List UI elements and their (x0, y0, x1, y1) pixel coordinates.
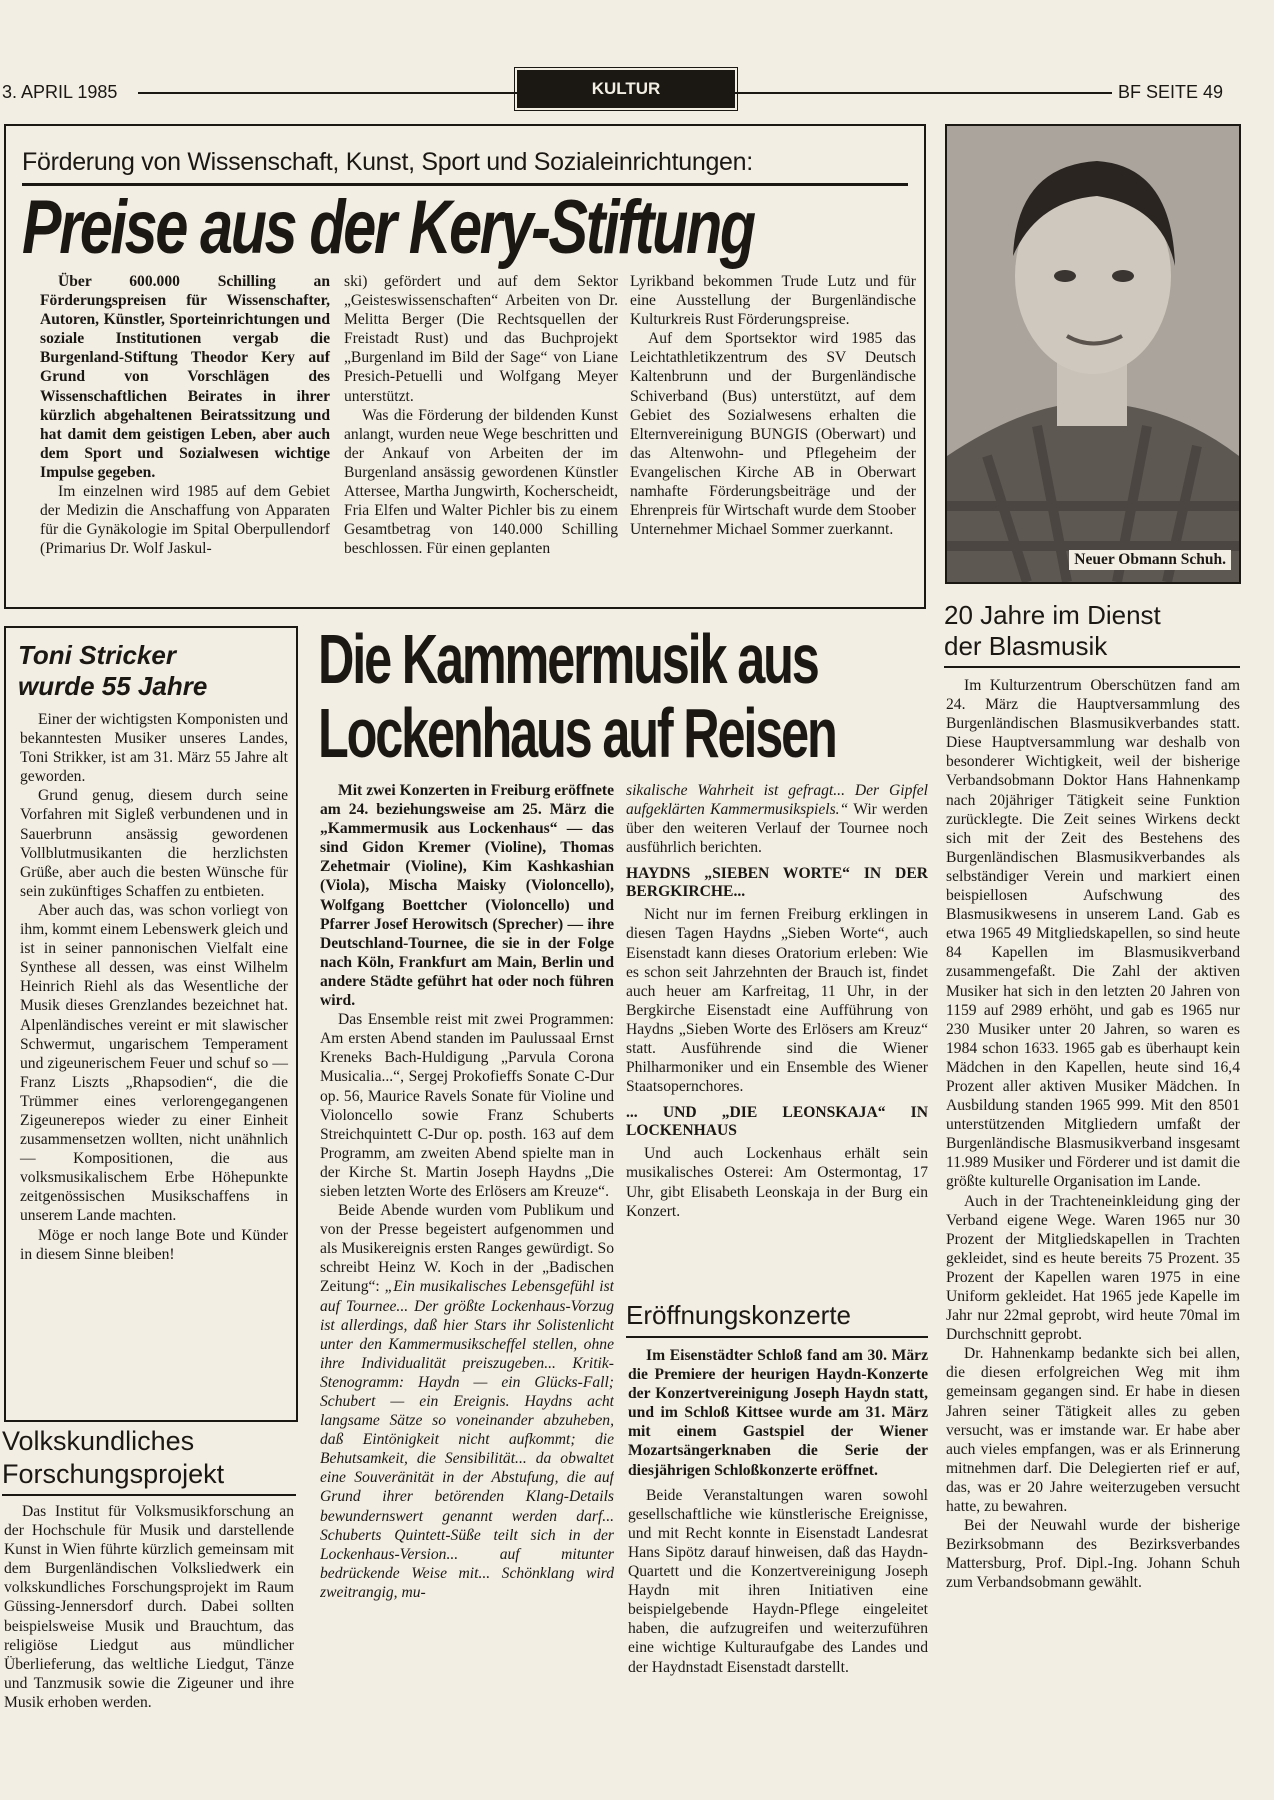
stricker-paragraph: Grund genug, diesem durch seine Vorfahren mit Sigleß verbundenen und in Sauerbrunn ansässig gewordenen Vollblutmusikanten die herzlichsten Grüße, aber auch die besten Wünsche für sein zukünftiges Schaffen zu entbieten. (20, 787, 288, 900)
stricker-paragraph: Aber auch das, was schon vorliegt von ihm, kommt einem Lebenswerk gleich und ist in seiner pannonischen Vielfalt eine Synthese all dessen, was einst Wilhelm Heinrich Riehl als das Wesentliche der Musik dieses Grenzlandes bezeichnet hat. Alpenländisches vereint er mit slawischer Schwermut, ungarischem Temperament und zigeunerischem Feuer und schuf so — Franz Liszts „Rhapsodien“, die die Trümmer eines verlorengegangenen Zigeunerepos wieder zu einer Einheit zusammensetzen wollten, nicht unähnlich — Kompositionen, die aus volksmusikalischem Erbe Höhepunkte zeitgenössischen Musikschaffens in unserem Lande machten. (20, 901, 288, 1225)
kery-col-2 (344, 272, 618, 558)
kery-paragraph: ski) gefördert und auf dem Sektor „Geisteswissenschaften“ Arbeiten von Dr. Melitta Berger (Die Rechtsquellen der Freistadt Rust) und das Buchprojekt „Burgenland im Bild der Sage“ von Liane Presich-Petuelli und Wolfgang Meyer unterstützt. (344, 273, 618, 405)
kammer-col-a (320, 781, 614, 1757)
stricker-headline (18, 640, 207, 702)
kery-paragraph: Was die Förderung der bildenden Kunst anlangt, wurden neue Wege beschritten und der Ankauf von Arbeiten der im Burgenland ansässig gewordenen Künstler Attersee, Martha Jungwirth, Kocherscheidt, Fria Elfen und Walter Pichler bis zu einem Gesamtbetrag von 140.000 Schilling beschlossen. Für einen geplanten (344, 406, 618, 558)
kery-col-1 (40, 272, 330, 558)
stricker-title-line1: Toni Stricker (18, 640, 176, 670)
blasmusik-rule (944, 666, 1240, 668)
volk-title-line1: Volkskundliches (2, 1426, 195, 1456)
portrait-image-icon (947, 126, 1239, 582)
volk-title-line2: Forschungsprojekt (2, 1459, 225, 1489)
stricker-body (20, 710, 288, 1264)
blasmusik-body (946, 676, 1240, 1758)
stricker-paragraph: Möge er noch lange Bote und Künder in diesem Sinne bleiben! (20, 1226, 288, 1263)
volk-body (4, 1502, 294, 1712)
blasmusik-paragraph: Bei der Neuwahl wurde der bisherige Bezirksobmann des Bezirksverbandes Mattersburg, Prof. Dipl.-Ing. Johann Schuh zum Verbandsobmann gewählt. (946, 1517, 1240, 1592)
eroeff-lead: Im Eisenstädter Schloß fand am 30. März die Premiere der heurigen Haydn-Konzerte der Konzertvereinigung Joseph Haydn statt, und im Schloß Kittsee wurde am 31. März mit einem Gastspiel der Wiener Mozartsängerknaben die Serie der diesjährigen Schloßkonzerte eröffnet. (628, 1347, 928, 1479)
issue-date: 3. APRIL 1985 (2, 82, 118, 102)
kammer-quote-end: sikalische Wahrheit ist gefragt... Der Gipfel aufgeklärten Kammermusikspiels.“ (626, 782, 928, 819)
stricker-title-line2: wurde 55 Jahre (18, 671, 208, 701)
blasmusik-paragraph: Auch in der Trachteneinkleidung ging der Verband eigene Wege. Waren 1965 nur 30 Prozent der Mitgliedskapellen in Trachten gekleidet, sind es heute bereits 75 Prozent. 35 Prozent der Kapellen waren 1975 in eine Uniform gekleidet. Hat 1965 jede Kapelle im Jahr nur 22mal geprobt, wird heute 70mal im Durchschnitt geprobt. (946, 1192, 1240, 1344)
kammer-paragraph (320, 1201, 614, 1602)
kammer-text: Wir werden über den weiteren Verlauf der Tournee noch ausführlich berichten. (626, 801, 928, 857)
kammer-subhead-haydn: HAYDNS „SIEBEN WORTE“ IN DER BERGKIRCHE... (626, 865, 928, 901)
kery-paragraph: Im einzelnen wird 1985 auf dem Gebiet der Medizin die Anschaffung von Apparaten für die Gynäkologie im Spital Oberpullendorf (Primarius Dr. Wolf Jaskul- (40, 483, 330, 558)
header-rule-right (734, 92, 1112, 94)
kammer-paragraph: Das Ensemble reist mit zwei Programmen: Am ersten Abend standen im Paulussaal Ernst Kreneks Bach-Huldigung „Parvula Corona Musicalia...“, Sergej Prokofieffs Sonate C-Dur op. 56, Maurice Ravels Sonate für Violine und Violoncello sowie Franz Schuberts Streichquintett C-Dur op. posth. 163 auf dem Programm, am zweiten Abend spielte man in der Kirche St. Martin Joseph Haydns „Die sieben letzten Worte des Erlösers am Kreuze“. (320, 1011, 614, 1200)
eroeff-body (628, 1346, 928, 1758)
kery-headline: Preise aus der Kery-Stiftung (22, 185, 754, 270)
kammer-quote: „Ein musikalisches Lebensgefühl ist auf Tournee... Der größte Lockenhaus-Vorzug ist allerdings, daß hier Stars ihr Solistenlicht unter den Kammermusikscheffel stellen, ohne ihre Individualität preiszugeben... Kritik-Stenogramm: Haydn — ein Glücks-Fall; Schubert — ein Ereignis. Haydns acht langsame Sätze so voneinander abzuheben, daß Eintönigkeit nicht aufkommt; die Behutsamkeit, die Sensibilität... da obwaltet eine Souveränität in der Abstufung, die auf Grund ihrer betörenden Klang-Details bewundernswert genannt werden darf... Schuberts Quintett-Süße teilt sich in der Lockenhaus-Version... auf mitunter bedrückende Weise mit... Schönklang wird zweitrangig, mu- (320, 1278, 614, 1601)
kammer-headline (318, 622, 836, 770)
blasmusik-paragraph: Im Kulturzentrum Oberschützen fand am 24. März die Hauptversammlung des Burgenländischen Blasmusikverbandes statt. Diese Hauptversammlung war deshalb von besonderer Wichtigkeit, weil der bisherige Verbandsobmann Doktor Hans Hahnenkamp nach 20jähriger Tätigkeit seine Funktion zurücklegte. Die Zeit seines Wirkens deckt sich mit der Zeit des Bestehens des Burgenländischen Blasmusikverbandes als selbständiger Verein und markiert einen beispiellosen Aufschwung des Blasmusikwesens in unserem Land. Gab es etwa 1965 49 Mitgliedskapellen, so sind heute 84 Kapellen im Blasmusikverband zusammengefaßt. Die Zahl der aktiven Musiker hat sich in den letzten 20 Jahren von 1159 auf 2989 erhöht, und gab es 1965 nur 230 Musiker unter 20 Jahren, so waren es 1984 schon 1633. 1965 gab es überhaupt kein Mädchen in den Kapellen, heute sind 16,4 Prozent aller aktiven Musiker Mädchen. In Ausbildung standen 1965 999. Mit den 8501 unterstützenden Mitgliedern umfaßt der Burgenländische Blasmusikverband insgesamt 11.989 Musiker und Förderer und ist damit die größte kulturelle Organisation im Lande. (946, 677, 1240, 1191)
eroeff-headline: Eröffnungskonzerte (626, 1300, 851, 1330)
photo-caption: Neuer Obmann Schuh. (1069, 550, 1231, 570)
kammer-title-line1: Die Kammermusik aus (318, 620, 818, 698)
kammer-lead: Mit zwei Konzerten in Freiburg eröffnete am 24. beziehungsweise am 25. März die „Kammermusik aus Lockenhaus“ — das sind Gidon Kremer (Violine), Thomas Zehetmair (Violine), Kim Kashkashian (Viola), Mischa Maisky (Violoncello), Wolfgang Boettcher (Violoncello) und Pfarrer Josef Herowitsch (Sprecher) — ihre Deutschland-Tournee, die sie in der Folge nach Köln, Frankfurt am Main, Berlin und andere Städte geführt hat oder noch führen wird. (320, 782, 614, 1010)
kery-paragraph: Auf dem Sportsektor wird 1985 das Leichtathletikzentrum des SV Deutsch Kaltenbrunn und der Burgenländische Schiverband (Bus) unterstützt, auf dem Gebiet des Sozialwesens erhalten die Elternvereinigung BUNGIS (Oberwart) und das Altenwohn- und Pflegeheim der Evangelischen Kirche AB in Oberwart namhafte Förderungsbeiträge und der Ehrenpreis für Wirtschaft wurde dem Stoober Unternehmer Michael Sommer zuerkannt. (630, 330, 916, 539)
eroeff-rule (626, 1336, 928, 1338)
volk-paragraph: Das Institut für Volksmusikforschung an der Hochschule für Musik und darstellende Kunst in Wien führte kürzlich gemeinsam mit dem Burgenländischen Volksliedwerk ein volkskundliches Forschungsprojekt im Raum Güssing-Jennersdorf durch. Dabei sollten beispielsweise Musik und Brauchtum, das religiöse Liedgut aus mündlicher Überlieferung, das weltliche Liedgut, Tänze und Tanzmusik sowie die Zigeuner und ihre Musik erhoben werden. (4, 1503, 294, 1711)
kery-lead: Über 600.000 Schilling an Förderungspreisen für Wissenschafter, Autoren, Künstler, Sporteinrichtungen und soziale Institutionen vergab die Burgenland-Stiftung Theodor Kery auf Grund von Vorschlägen des Wissenschaftlichen Beirates in ihrer kürzlich abgehaltenen Beiratssitzung und hat damit dem geistigen Leben, aber auch dem Sport und Sozialwesen wichtige Impulse gegeben. (40, 273, 330, 481)
blasmusik-headline (944, 600, 1240, 662)
kery-article (4, 124, 926, 609)
blasmusik-title-line1: 20 Jahre im Dienst (944, 600, 1161, 630)
kammer-col-b (626, 781, 928, 1297)
volk-rule (2, 1494, 296, 1496)
kery-paragraph: Lyrikband bekommen Trude Lutz und für eine Ausstellung der Burgenländische Kulturkreis Rust Förderungspreise. (630, 273, 916, 329)
eroeff-paragraph: Beide Veranstaltungen waren sowohl gesellschaftliche wie künstlerische Ereignisse, und mit Recht konnte in Eisenstadt Landesrat Hans Sipötz darauf hinweisen, daß das Haydn-Quartett und die Konzertvereinigung Joseph Haydn mit ihren Initiativen eine beispielgebende Haydn-Pflege eingeleitet haben, die aufzugreifen und weiterzuführen eine wichtige Kulturaufgabe des Landes und der Haydnstadt Eisenstadt darstellt. (628, 1486, 928, 1676)
kammer-paragraph: Nicht nur im fernen Freiburg erklingen in diesen Tagen Haydns „Sieben Worte“, auch Eisenstadt kann dieses Oratorium erleben: Wie es schon seit Jahrzehnten der Brauch ist, findet auch heuer am Karfreitag, 11 Uhr, in der Bergkirche Eisenstadt eine Aufführung von Haydns „Sieben Worte des Erlösers am Kreuz“ statt. Ausführende sind die Wiener Philharmoniker und ein Ensemble des Wiener Staatsopernchores. (626, 906, 928, 1096)
portrait-photo (945, 124, 1241, 584)
volk-headline (2, 1425, 296, 1491)
kery-col-3 (630, 272, 916, 539)
stricker-article (4, 626, 298, 1422)
kammer-paragraph: Und auch Lockenhaus erhält sein musikalisches Osterei: Am Ostermontag, 17 Uhr, gibt Elisabeth Leonskaja in der Burg ein Konzert. (626, 1145, 928, 1220)
blasmusik-title-line2: der Blasmusik (944, 631, 1108, 661)
kammer-subhead-leonskaja: ... UND „DIE LEONSKAJA“ IN LOCKENHAUS (626, 1104, 928, 1140)
page-number: BF SEITE 49 (1118, 82, 1224, 102)
header-rule-left (138, 92, 518, 94)
blasmusik-paragraph: Dr. Hahnenkamp bedankte sich bei allen, die diesen erfolgreichen Weg mit ihm gemeinsam gegangen sind. Er habe in diesen Jahren seiner Tätigkeit alles zu geben versucht, was er imstande war. Er habe aber auch vieles empfangen, was er als Erinnerung mitnehmen darf. Die Delegierten rief er auf, das, was er 20 Jahre weiterzugeben versucht hatte, zu bewahren. (946, 1345, 1240, 1516)
stricker-paragraph: Einer der wichtigsten Komponisten und bekanntesten Musiker unseres Landes, Toni Strikker, ist am 31. März 55 Jahre alt geworden. (20, 711, 288, 786)
section-label: KULTUR (517, 70, 735, 108)
kammer-title-line2: Lockenhaus auf Reisen (318, 694, 836, 772)
kery-kicker: Förderung von Wissenschaft, Kunst, Sport und Sozialeinrichtungen: (22, 148, 753, 176)
kammer-text: Beide Abende wurden vom Publikum und von der Presse begeistert aufgenommen und als Musikereignis ersten Ranges gewürdigt. So schreibt Heinz W. Koch in der „Badischen Zeitung“: (320, 1202, 614, 1296)
